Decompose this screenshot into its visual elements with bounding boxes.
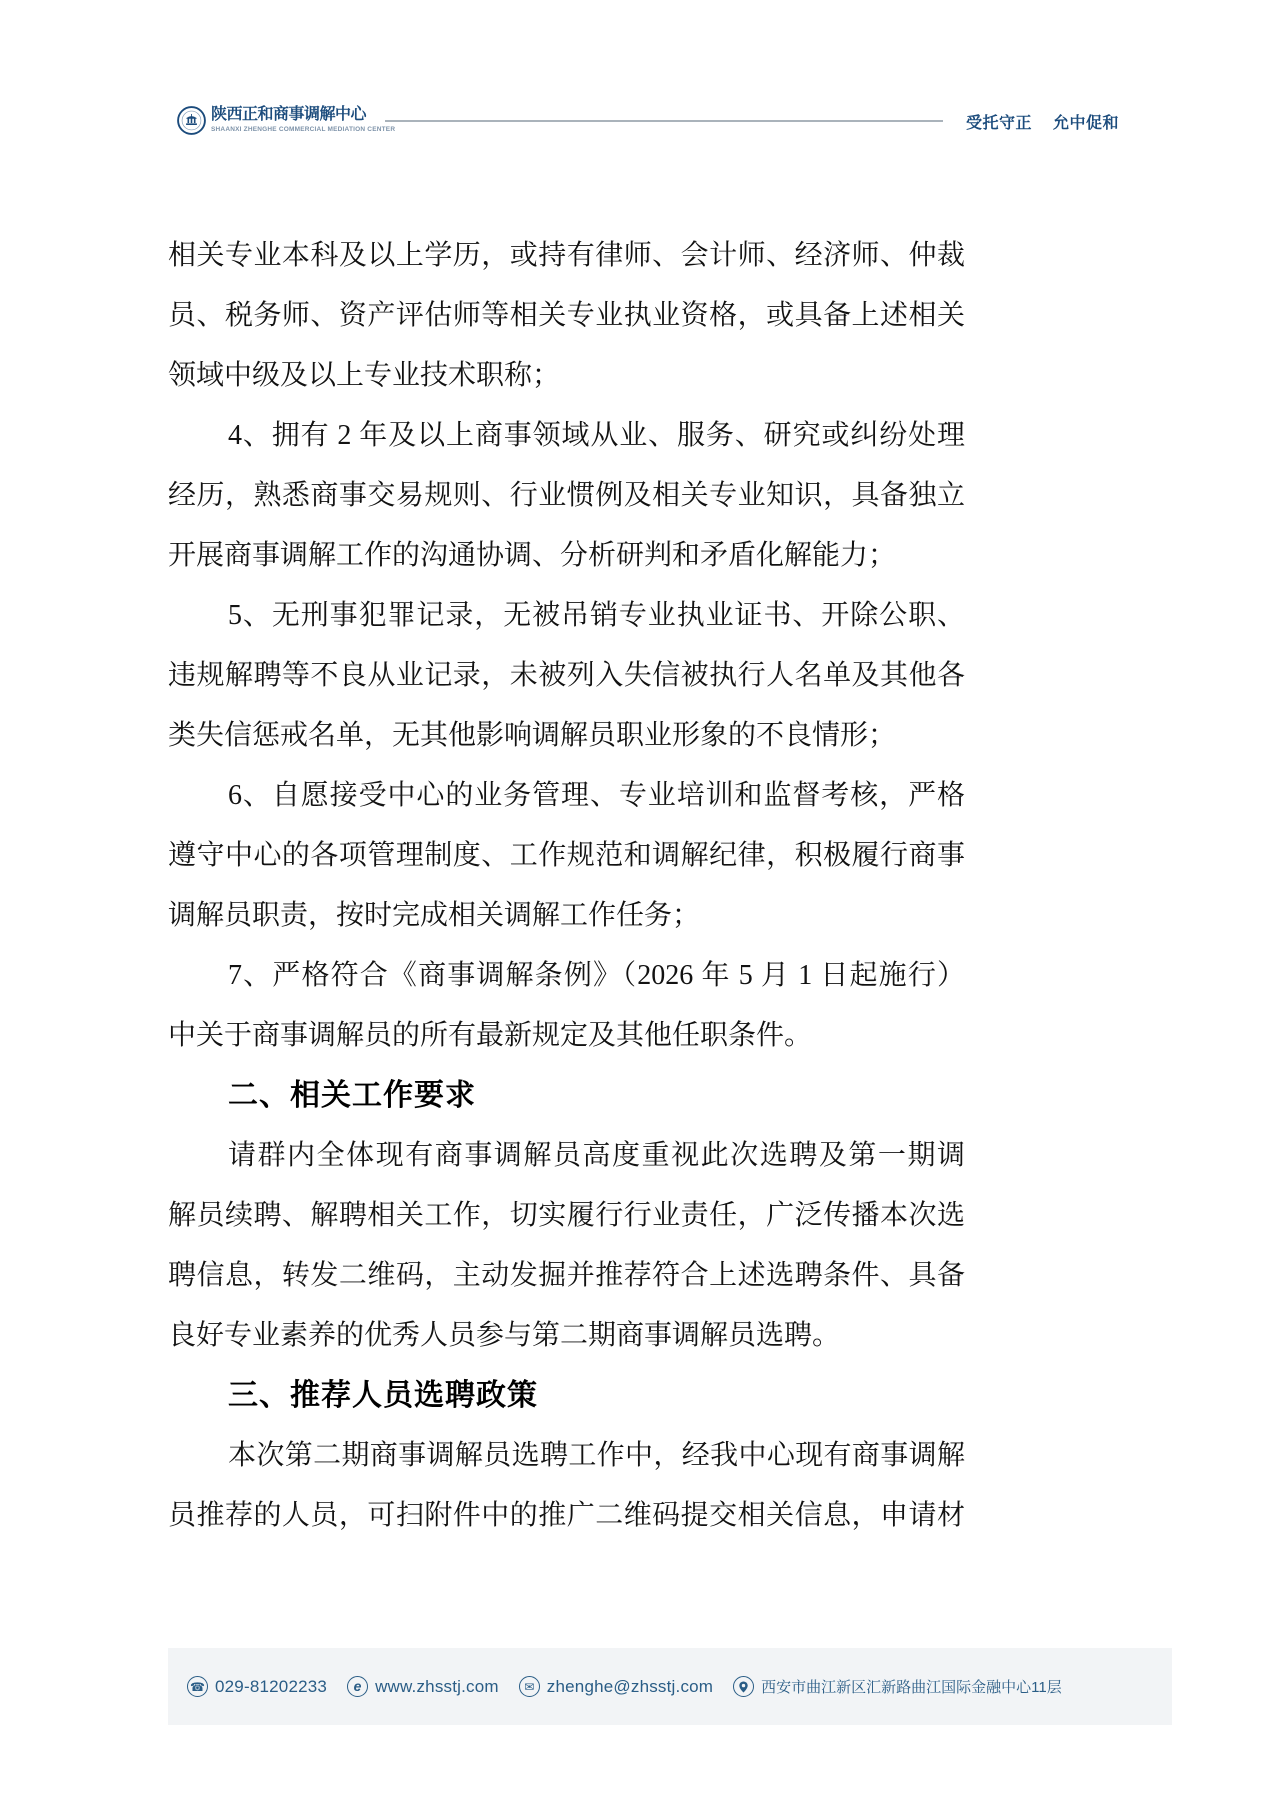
motto-left: 受托守正 [966,115,1033,132]
text-line: 7、严格符合《商事调解条例》（2026 年 5 月 1 日起施行） [228,960,965,991]
letterhead [0,0,1280,160]
text-line: 6、自愿接受中心的业务管理、专业培训和监督考核，严格 [228,780,965,811]
browser-icon: e [347,1676,368,1697]
footer-website [347,1676,499,1697]
text-line: 员、税务师、资产评估师等相关专业执业资格，或具备上述相关 [168,300,965,331]
footer-email-text: zhenghe@zhsstj.com [546,1676,714,1696]
text-line: 类失信惩戒名单，无其他影响调解员职业形象的不良情形； [168,720,897,751]
section-heading: 二、相关工作要求 [228,1079,476,1112]
text-line: 中关于商事调解员的所有最新规定及其他任职条件。 [168,1020,813,1051]
text-line: 本次第二期商事调解员选聘工作中，经我中心现有商事调解 [228,1440,965,1471]
text-line: 开展商事调解工作的沟通协调、分析研判和矛盾化解能力； [168,540,897,571]
text-line: 5、无刑事犯罪记录，无被吊销专业执业证书、开除公职、 [228,600,965,631]
org-name-en: SHAANXI ZHENGHE COMMERCIAL MEDIATION CENTER [211,126,396,133]
phone-icon: ☎ [187,1676,208,1697]
text-line: 4、拥有 2 年及以上商事领域从业、服务、研究或纠纷处理 [228,420,965,451]
footer-email [519,1676,713,1697]
section-heading: 三、推荐人员选聘政策 [228,1379,538,1412]
text-line: 相关专业本科及以上学历，或持有律师、会计师、经济师、仲裁 [168,240,965,271]
text-line: 聘信息，转发二维码，主动发掘并推荐符合上述选聘条件、具备 [168,1260,965,1291]
document-body [168,226,965,1546]
footer-contact-band [168,1648,1172,1725]
text-line: 违规解聘等不良从业记录，未被列入失信被执行人名单及其他各 [168,660,965,691]
text-line: 请群内全体现有商事调解员高度重视此次选聘及第一期调 [228,1140,965,1171]
motto-right: 允中促和 [1053,115,1120,132]
org-name: 陕西正和商事调解中心 [211,106,367,123]
footer-address [733,1676,1062,1697]
footer-phone-text: 029-81202233 [215,1676,328,1696]
text-line: 经历，熟悉商事交易规则、行业惯例及相关专业知识，具备独立 [168,480,965,511]
text-line: 员推荐的人员，可扫附件中的推广二维码提交相关信息，申请材 [168,1500,965,1531]
text-line: 良好专业素养的优秀人员参与第二期商事调解员选聘。 [168,1320,841,1351]
mail-envelope-icon: ✉ [519,1676,540,1697]
text-line: 领域中级及以上专业技术职称； [168,360,561,391]
text-line: 解员续聘、解聘相关工作，切实履行行业责任，广泛传播本次选 [168,1200,965,1231]
footer-address-text: 西安市曲江新区汇新路曲江国际金融中心11层 [761,1679,1062,1696]
org-logo [177,106,395,135]
footer-phone [187,1676,327,1697]
text-line: 遵守中心的各项管理制度、工作规范和调解纪律，积极履行商事 [168,840,965,871]
header-divider-line [385,120,943,122]
location-pin-icon [733,1676,754,1697]
org-logo-text [211,106,395,133]
footer-website-text: www.zhsstj.com [375,1676,499,1696]
header-motto [966,110,1119,133]
org-emblem-icon [177,106,206,135]
text-line: 调解员职责，按时完成相关调解工作任务； [168,900,701,931]
